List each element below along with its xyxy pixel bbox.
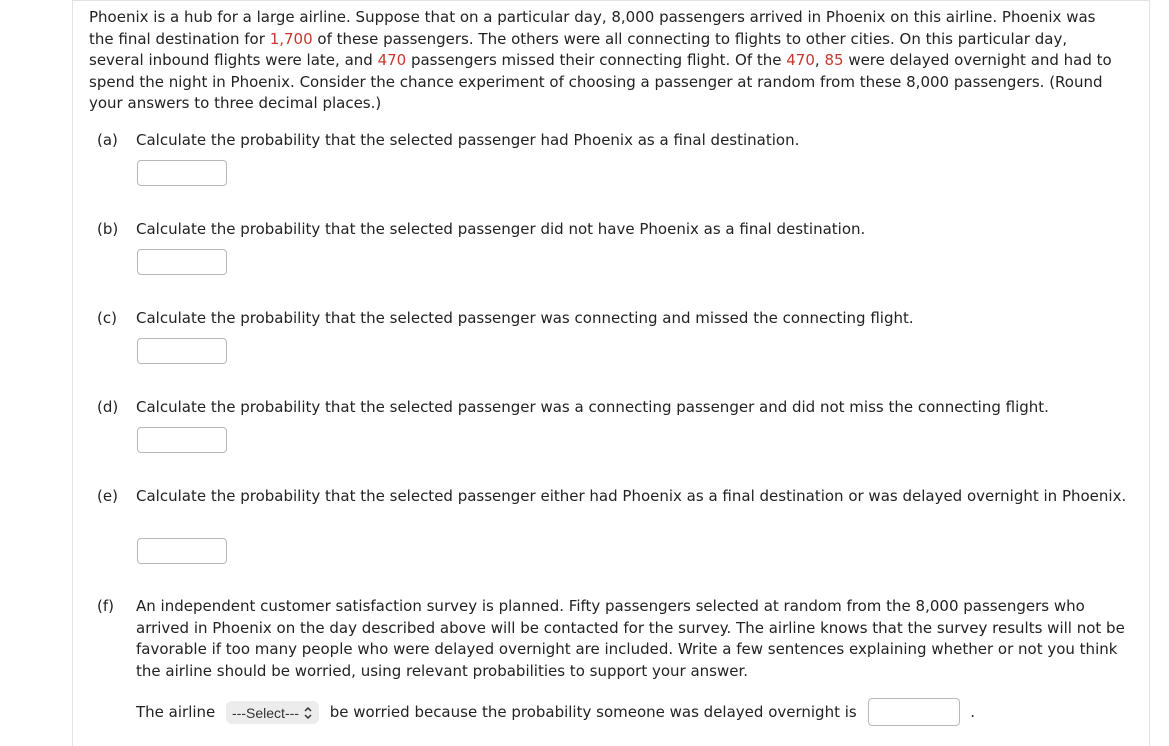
intro-text: , xyxy=(814,51,825,69)
intro-text: passengers missed their connecting flight. Of the xyxy=(406,51,787,69)
final-destination-count: 1,700 xyxy=(269,29,313,48)
answer-input-c[interactable] xyxy=(137,338,227,364)
question-text: Calculate the probability that the selected passenger had Phoenix as a final destination. xyxy=(136,131,800,149)
question-label: (e) xyxy=(97,487,118,505)
question-label: (a) xyxy=(97,131,118,149)
overnight-delay-count: 85 xyxy=(824,51,844,69)
intro-text: were delayed overnight and had to spend the night in Phoenix. Consider the chance experiment of choosing a passenger at random from these 8,000 passengers. (Round your answers to three decimal places.) xyxy=(89,51,1112,112)
airline-middle-text: be worried because the probability someone was delayed overnight is xyxy=(329,703,857,721)
intro-text: Phoenix is a hub for a large airline. Suppose that on a particular day, 8,000 passengers arrived in Phoenix on this airline. Phoenix was the final destination for xyxy=(89,8,1096,48)
answer-input-d[interactable] xyxy=(137,427,227,453)
question-label: (d) xyxy=(97,398,119,416)
problem-statement xyxy=(89,7,1119,115)
missed-connection-count-repeat: 470 xyxy=(786,51,815,69)
question-label: (f) xyxy=(97,597,114,615)
intro-text: of these passengers. The others were all connecting to flights to other cities. On this particular day, several inbound flights were late, and xyxy=(89,29,1068,69)
select-value: ---Select--- xyxy=(232,704,299,721)
airline-answer-row xyxy=(136,698,1036,724)
answer-input-e[interactable] xyxy=(137,538,227,564)
question-label: (b) xyxy=(97,220,119,238)
question-text: Calculate the probability that the selected passenger either had Phoenix as a final destination or was delayed overnight in Phoenix. xyxy=(136,487,1127,505)
airline-prefix-text: The airline xyxy=(136,703,216,721)
answer-input-b[interactable] xyxy=(137,249,227,275)
question-label: (c) xyxy=(97,309,117,327)
worried-select[interactable] xyxy=(226,701,319,724)
sentence-period: . xyxy=(970,703,976,721)
question-text: Calculate the probability that the selected passenger was a connecting passenger and did not miss the connecting flight. xyxy=(136,398,1049,416)
question-text: An independent customer satisfaction survey is planned. Fifty passengers selected at random from the 8,000 passengers who arrived in Phoenix on the day described above will be contacted for the survey. The airline knows that the survey results will not be favorable if too many people who were delayed overnight are included. Write a few sentences explaining whether or not you think the airline should be worried, using relevant probabilities to support your answer. xyxy=(136,597,1125,680)
answer-input-a[interactable] xyxy=(137,160,227,186)
question-text: Calculate the probability that the selected passenger did not have Phoenix as a final destination. xyxy=(136,220,866,238)
missed-connection-count: 470 xyxy=(377,51,407,69)
overnight-probability-input[interactable] xyxy=(868,698,960,726)
question-text: Calculate the probability that the selected passenger was connecting and missed the connecting flight. xyxy=(136,309,914,327)
chevron-updown-icon xyxy=(303,706,313,720)
